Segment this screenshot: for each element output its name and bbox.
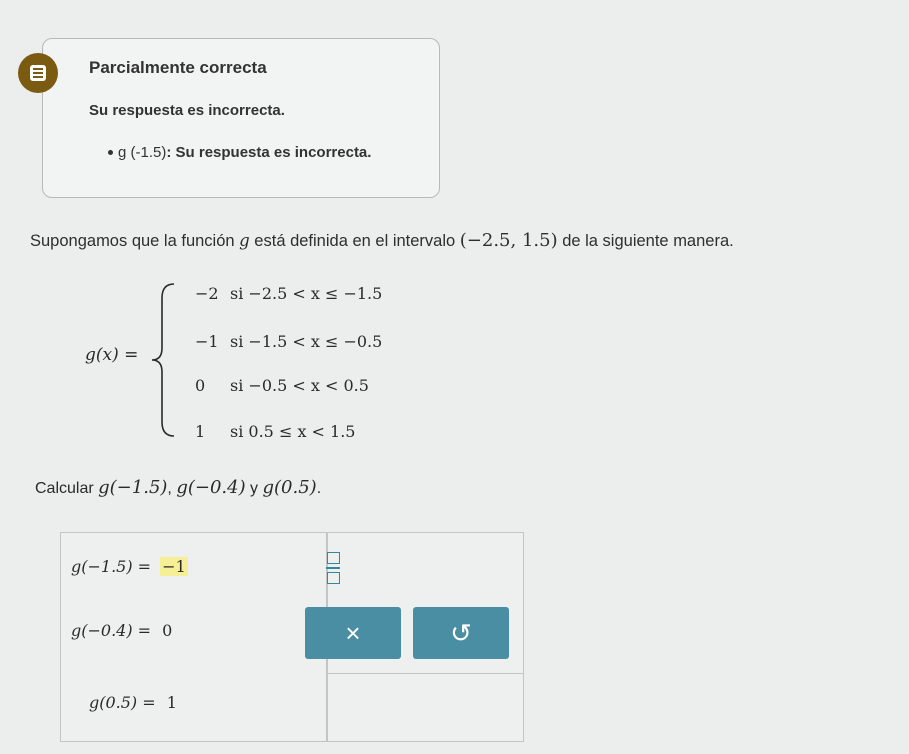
undo-button[interactable]: ↺ [413,607,509,659]
prompt-sep-2: y [245,480,263,497]
feedback-subtitle: Su respuesta es incorrecta. [89,102,285,119]
prompt-label: Calcular [35,480,99,497]
answer-label: g(−1.5) = [71,557,152,576]
feedback-bullet-label: g (-1.5) [118,144,167,161]
fraction-icon[interactable] [320,548,346,588]
piecewise-condition: si −1.5 < x ≤ −0.5 [230,332,383,351]
answer-input-2[interactable]: 0 [162,621,173,640]
piecewise-condition: si 0.5 ≤ x < 1.5 [230,422,356,441]
prompt-end: . [316,480,322,497]
prompt-sep-1: , [167,480,177,497]
piecewise-lhs: g(x) = [85,345,139,365]
feedback-sheet-icon [18,53,58,93]
statement-function-name: g [239,231,250,250]
clear-button[interactable]: × [305,607,401,659]
fraction-bar [326,567,340,569]
piecewise-value: 1 [195,422,206,441]
statement-interval: (−2.5, 1.5) [459,230,558,251]
feedback-bullet-text: : Su respuesta es incorrecta. [166,144,372,161]
answer-row-2 [71,621,176,641]
answer-label: g(0.5) = [89,693,156,712]
prompt-expr-2: g(−0.4) [176,477,246,498]
piecewise-value: 0 [195,376,206,395]
feedback-bullet [118,144,371,161]
prompt-expr-1: g(−1.5) [98,477,168,498]
statement-suffix: de la siguiente manera. [557,232,734,250]
bullet-dot [108,150,113,155]
statement-middle: está definida en el intervalo [249,232,460,250]
prompt-expr-3: g(0.5) [262,477,317,498]
calculation-prompt [35,477,321,498]
problem-statement [30,230,734,251]
numerator-box [327,552,340,564]
piecewise-value: −1 [195,332,219,351]
answer-label: g(−0.4) = [71,621,152,640]
answer-input-1[interactable]: −1 [162,557,186,576]
denominator-box [327,572,340,584]
left-brace [150,280,178,440]
answer-input-3[interactable]: 1 [166,693,177,712]
piecewise-definition [85,280,445,440]
answer-row-3 [89,693,181,713]
statement-prefix: Supongamos que la función [30,232,240,250]
piecewise-condition: si −0.5 < x < 0.5 [230,376,369,395]
feedback-title: Parcialmente correcta [89,58,267,77]
answer-row-1 [71,557,188,576]
piecewise-value: −2 [195,284,219,303]
piecewise-condition: si −2.5 < x ≤ −1.5 [230,284,383,303]
